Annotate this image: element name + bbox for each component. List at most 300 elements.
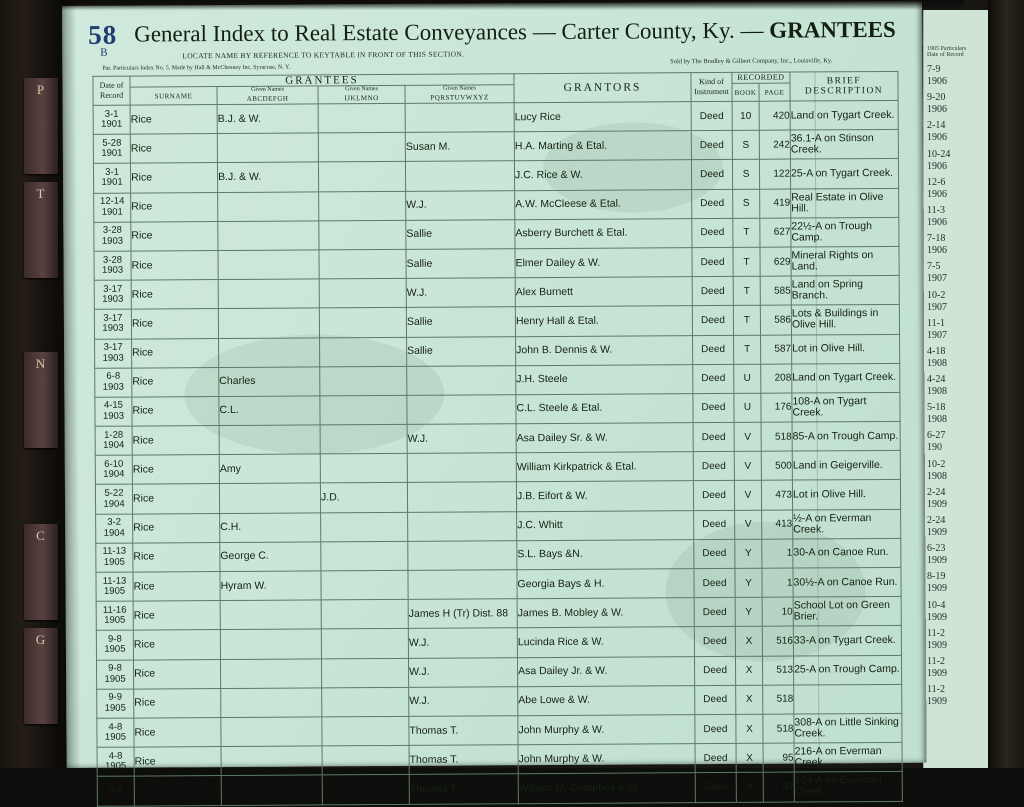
cell-given-names-2 (318, 103, 405, 133)
table-row (97, 772, 902, 806)
cell-page: 518 (763, 685, 794, 714)
cell-date: 3-1 1901 (93, 163, 130, 192)
cell-kind: Deed (693, 481, 734, 510)
cell-book: T (734, 335, 761, 364)
cell-book: T (733, 247, 760, 276)
cell-book: Y (735, 539, 762, 568)
cell-description: 30½-A on Canoe Run. (793, 567, 901, 597)
cell-given-names-2 (319, 191, 406, 221)
header-grantees-group: GRANTEES (130, 74, 514, 87)
cell-surname: Rice (131, 280, 218, 310)
cell-grantors: Georgia Bays & H. (517, 569, 694, 599)
cell-page: 629 (760, 247, 791, 276)
cell-kind: Deed (695, 744, 736, 773)
adjacent-page-date: 6-23 1909 (927, 543, 947, 567)
cell-grantors: S.L. Bays &N. (517, 539, 694, 569)
cell-kind: Deed (692, 277, 733, 306)
cell-given-names-1 (220, 629, 321, 659)
cell-book: V (734, 451, 761, 480)
cell-given-names-3: W.J. (406, 278, 515, 308)
cell-description: Land on Tygart Creek. (792, 363, 900, 393)
cell-description: 25-A on Tygart Creek. (790, 159, 898, 189)
cell-surname: Rice (133, 513, 220, 543)
cell-book: S (732, 130, 759, 159)
cell-description: ½-A on Everman Creek. (793, 509, 901, 539)
adjacent-page-date: 10-2 1907 (927, 289, 947, 313)
cell-page: 413 (762, 510, 793, 539)
cell-description: Real Estate in Olive Hill. (791, 188, 899, 218)
cell-grantors: J.B. Eifort & W. (516, 481, 693, 511)
cell-grantors: William M. Campbell & W. (518, 773, 695, 803)
cell-given-names-2 (321, 541, 408, 571)
cell-date: 9-9 1905 (97, 689, 134, 718)
cell-date: 3-28 1903 (94, 222, 131, 251)
cell-kind: Deed (693, 452, 734, 481)
cell-date: 3-17 1903 (94, 309, 131, 338)
cell-kind: Deed (692, 247, 733, 276)
cell-description: 216-A on Everman Creek. (794, 743, 902, 773)
cell-description: Land on Tygart Creek. (790, 100, 898, 130)
cell-given-names-1 (218, 250, 319, 280)
cell-surname: Rice (131, 192, 218, 222)
cell-surname: Rice (132, 338, 219, 368)
cell-grantors: Alex Burnett (515, 277, 692, 307)
cell-kind: Deed (694, 539, 735, 568)
ledger-sheet (62, 1, 927, 798)
cell-description: Land on Spring Branch. (791, 276, 899, 306)
cell-description: 36.1-A on Stinson Creek. (790, 130, 898, 160)
cell-page: 122 (759, 159, 790, 188)
cell-given-names-3: James H (Tr) Dist. 88 (408, 599, 517, 629)
cell-book: Y (735, 568, 762, 597)
header-kind: Kind of Instrument (691, 72, 732, 101)
cell-surname: Rice (130, 105, 217, 135)
cell-given-names-3: Thomas T. (409, 774, 518, 804)
adjacent-page-date: 2-14 1906 (927, 120, 947, 144)
cell-date: 11-16 1905 (96, 601, 133, 630)
adjacent-page-date: 11-2 1909 (927, 627, 947, 651)
adjacent-page-date: 10-4 1909 (927, 599, 947, 623)
cell-date: 5-28 1901 (93, 134, 130, 163)
binder-right-edge (988, 0, 1024, 768)
cell-date: 9-8 1905 (96, 630, 133, 659)
cell-given-names-3: W.J. (406, 190, 515, 220)
cell-given-names-3: Susan M. (405, 132, 514, 162)
adjacent-page-date: 7-5 1907 (927, 261, 947, 285)
cell-book: 10 (732, 101, 759, 130)
adjacent-page-date: 11-2 1909 (927, 684, 947, 708)
header-given-names-2 (318, 85, 405, 104)
cell-given-names-1: Hyram W. (220, 571, 321, 601)
cell-surname: Rice (132, 455, 219, 485)
cell-given-names-1 (217, 133, 318, 163)
adjacent-page-date: 10-2 1908 (927, 458, 947, 482)
cell-description: 30-A on Canoe Run. (793, 538, 901, 568)
cell-given-names-3 (407, 482, 516, 512)
cell-given-names-2 (319, 308, 406, 338)
adjacent-page (923, 10, 988, 768)
cell-grantors: Lucinda Rice & W. (517, 627, 694, 657)
cell-book: X (735, 627, 762, 656)
cell-given-names-1: C.H. (220, 513, 321, 543)
cell-page: 242 (759, 130, 790, 159)
index-tab-p (24, 78, 58, 174)
index-tab-letter: G (35, 632, 47, 647)
header-given-names-1 (217, 86, 318, 105)
cell-given-names-1 (220, 600, 321, 630)
header-given-names-1-caption: Given Names (251, 86, 284, 93)
adjacent-page-date: 11-1 1907 (927, 317, 947, 341)
header-given-names-3 (405, 85, 514, 104)
cell-date: 11-13 1905 (96, 572, 133, 601)
cell-surname: Rice (133, 601, 220, 631)
adjacent-page-date: 6-27 190 (927, 430, 946, 454)
cell-surname: Rice (133, 659, 220, 689)
cell-grantors: James B. Mobley & W. (517, 598, 694, 628)
cell-page: 420 (759, 101, 790, 130)
adjacent-page-header (924, 10, 988, 58)
cell-kind: Deed (692, 306, 733, 335)
cell-kind: Deed (693, 364, 734, 393)
cell-given-names-3 (407, 365, 516, 395)
cell-given-names-1: Amy (219, 454, 320, 484)
header-recorded: RECORDED (732, 72, 790, 83)
header-grantors: GRANTORS (514, 73, 691, 103)
cell-given-names-3 (408, 570, 517, 600)
cell-given-names-3 (407, 395, 516, 425)
cell-given-names-3: W.J. (409, 686, 518, 716)
cell-kind: Deed (691, 131, 732, 160)
page-title (134, 17, 910, 48)
cell-book: X (736, 685, 763, 714)
cell-surname: Rice (131, 250, 218, 280)
cell-kind: Deed (695, 685, 736, 714)
cell-grantors: J.H. Steele (516, 364, 693, 394)
cell-grantors: Abe Lowe & W. (518, 685, 695, 715)
cell-description: 108-A on Tygart Creek. (792, 392, 900, 422)
cell-grantors: H.A. Marting & Etal. (514, 131, 691, 161)
cell-kind: Deed (693, 335, 734, 364)
printer-imprint-right: Sold by The Bradley & Gilbert Company, Inc., Louisville, Ky. (670, 57, 833, 66)
cell-grantors: John Murphy & W. (518, 744, 695, 774)
cell-given-names-2 (322, 716, 409, 746)
cell-given-names-1 (219, 425, 320, 455)
cell-book: S (732, 160, 759, 189)
adjacent-page-date: 7-18 1906 (927, 233, 947, 257)
header-book: BOOK (732, 83, 759, 101)
index-tab-c (24, 524, 58, 620)
cell-grantors: Henry Hall & Etal. (515, 306, 692, 336)
cell-kind: Deed (693, 393, 734, 422)
cell-page: 176 (761, 393, 792, 422)
header-given-names-2-letters: IJKLMNO (344, 94, 379, 103)
cell-grantors: C.L. Steele & Etal. (516, 394, 693, 424)
cell-given-names-1 (219, 337, 320, 367)
cell-description (794, 684, 902, 714)
index-tab-g (24, 628, 58, 724)
cell-given-names-2 (321, 512, 408, 542)
cell-description: 25-A on Trough Camp. (793, 655, 901, 685)
cell-given-names-1 (218, 221, 319, 251)
cell-grantors: J.C. Rice & W. (514, 160, 691, 190)
cell-date: 6-8 1903 (95, 368, 132, 397)
adjacent-page-date: 11-2 1909 (927, 655, 947, 679)
cell-surname: Rice (133, 542, 220, 572)
adjacent-page-date: 4-24 1908 (927, 374, 947, 398)
cell-description: 22½-A on Trough Camp. (791, 217, 899, 247)
cell-date: 4-15 1903 (95, 397, 132, 426)
cell-grantors: Asa Dailey Sr. & W. (516, 423, 693, 453)
cell-date: 6-10 1904 (95, 455, 132, 484)
cell-book: V (735, 510, 762, 539)
cell-given-names-3 (408, 541, 517, 571)
cell-page: 208 (761, 364, 792, 393)
cell-date: 9-8 1905 (96, 660, 133, 689)
page-title-emphasis: GRANTEES (769, 16, 896, 43)
header-description: BRIEF DESCRIPTION (790, 71, 898, 101)
cell-description: 85-A on Trough Camp. (792, 421, 900, 451)
adjacent-page-date: 5-18 1908 (927, 402, 947, 426)
cell-given-names-3: Thomas T. (409, 716, 518, 746)
cell-given-names-1: Charles (219, 367, 320, 397)
cell-surname: Rice (132, 367, 219, 397)
cell-given-names-3 (405, 161, 514, 191)
cell-book: U (734, 393, 761, 422)
cell-given-names-2 (320, 366, 407, 396)
cell-page: 500 (761, 451, 792, 480)
cell-surname: Rice (130, 134, 217, 164)
adjacent-page-date: 11-3 1906 (927, 204, 947, 228)
cell-description: 33-A on Tygart Creek. (793, 626, 901, 656)
page-top-shadow (60, 0, 964, 10)
cell-date: 4-8 1905 (97, 747, 134, 776)
index-tab-letter: N (35, 356, 47, 371)
cell-given-names-2 (320, 337, 407, 367)
cell-given-names-2 (322, 746, 409, 776)
cell-kind: Deed (692, 189, 733, 218)
cell-date: 4-8 1905 (97, 718, 134, 747)
cell-given-names-2 (319, 249, 406, 279)
cell-given-names-2 (321, 570, 408, 600)
adjacent-page-date: 8-19 1909 (927, 571, 947, 595)
cell-given-names-1: B.J. & W. (217, 104, 318, 134)
cell-page: 516 (762, 626, 793, 655)
cell-date: 4-8 (97, 776, 134, 805)
cell-surname: Rice (132, 484, 219, 514)
header-page: PAGE (759, 83, 790, 101)
cell-book: U (734, 364, 761, 393)
cell-surname: Rice (134, 747, 221, 777)
cell-book: V (734, 422, 761, 451)
cell-page: 518 (761, 422, 792, 451)
cell-surname: Rice (132, 396, 219, 426)
cell-given-names-3: Sallie (406, 219, 515, 249)
cell-date: 3-17 1903 (94, 280, 131, 309)
adjacent-page-date: 2-24 1909 (927, 486, 947, 510)
cell-grantors: Asberry Burchett & Etal. (515, 218, 692, 248)
cell-date: 5-22 1904 (95, 485, 132, 514)
cell-book: T (733, 218, 760, 247)
cell-page: 627 (760, 218, 791, 247)
cell-surname: Rice (134, 688, 221, 718)
cell-date: 1-28 1904 (95, 426, 132, 455)
cell-kind: Deed (691, 101, 732, 130)
page-number-suffix: B (100, 46, 109, 59)
cell-given-names-1 (219, 483, 320, 513)
cell-page: 518 (763, 714, 794, 743)
cell-description: Lots & Buildings in Olive Hill. (791, 305, 899, 335)
cell-surname (134, 776, 221, 806)
page-title-separator: — Carter County, Ky. — (526, 17, 770, 45)
cell-kind: Deed (692, 218, 733, 247)
adjacent-page-date: 7-9 1906 (927, 64, 947, 87)
header-given-names-3-caption: Given Names (443, 85, 476, 92)
cell-surname: Rice (133, 630, 220, 660)
cell-book: X (735, 656, 762, 685)
cell-given-names-3: Sallie (407, 336, 516, 366)
cell-date: 3-17 1903 (95, 339, 132, 368)
cell-surname: Rice (132, 426, 219, 456)
table-body (93, 100, 902, 805)
cell-given-names-2 (320, 424, 407, 454)
adjacent-page-date: 9-20 1906 (927, 92, 947, 116)
cell-given-names-3: Sallie (406, 249, 515, 279)
cell-page: 587 (761, 335, 792, 364)
cell-page: 585 (760, 276, 791, 305)
adjacent-page-date: 2-24 1909 (927, 515, 947, 538)
adjacent-page-header-line2: Date of Record (927, 52, 964, 58)
cell-surname: Rice (134, 717, 221, 747)
cell-given-names-3 (407, 453, 516, 483)
cell-page: 419 (760, 189, 791, 218)
binder-left-edge (0, 0, 70, 768)
cell-grantors: Elmer Dailey & W. (515, 248, 692, 278)
adjacent-page-header-line1: 1905 Particulars (927, 46, 967, 52)
cell-kind: Deed (694, 568, 735, 597)
cell-kind: Deed (694, 656, 735, 685)
header-given-names-2-caption: Given Names (345, 86, 378, 93)
cell-given-names-2 (321, 629, 408, 659)
cell-given-names-2 (321, 600, 408, 630)
cell-grantors: Lucy Rice (514, 102, 691, 132)
cell-given-names-2: J.D. (320, 483, 407, 513)
index-tab-letter: C (36, 528, 46, 543)
cell-given-names-2 (322, 775, 409, 805)
page-title-main: General Index to Real Estate Conveyances (134, 19, 528, 47)
cell-given-names-1 (218, 308, 319, 338)
cell-date: 3-1 1901 (93, 105, 130, 134)
header-given-names-3-letters: PQRSTUVWXYZ (430, 93, 489, 102)
cell-given-names-3: W.J. (408, 628, 517, 658)
cell-given-names-3: Thomas T. (409, 745, 518, 775)
cell-given-names-3: Sallie (406, 307, 515, 337)
cell-book: T (733, 276, 760, 305)
cell-given-names-2 (322, 687, 409, 717)
cell-date: 11-13 1905 (96, 543, 133, 572)
cell-given-names-2 (321, 658, 408, 688)
adjacent-page-date: 12-6 1906 (927, 176, 947, 200)
cell-given-names-1 (221, 746, 322, 776)
cell-kind: Deed (691, 160, 732, 189)
adjacent-page-date: 10-24 1906 (927, 148, 951, 172)
cell-page: 513 (762, 656, 793, 685)
page-subtitle: LOCATE NAME BY REFERENCE TO KEYTABLE IN FRONT OF THIS SECTION. (182, 49, 465, 61)
cell-description: Land in Geigerville. (792, 451, 900, 481)
cell-book: Y (735, 597, 762, 626)
cell-kind: Deed (694, 510, 735, 539)
index-tab-n (24, 352, 58, 448)
cell-grantors: Asa Dailey Jr. & W. (517, 656, 694, 686)
cell-date: 12-14 1901 (94, 193, 131, 222)
cell-kind: Deed (694, 598, 735, 627)
cell-book: S (733, 189, 760, 218)
cell-given-names-2 (319, 279, 406, 309)
cell-book: X (736, 773, 763, 802)
cell-given-names-1 (221, 688, 322, 718)
cell-description: Lot in Olive Hill. (792, 480, 900, 510)
cell-surname: Rice (131, 309, 218, 339)
cell-book: V (734, 481, 761, 510)
cell-given-names-3: W.J. (407, 424, 516, 454)
cell-grantors: John B. Dennis & W. (516, 335, 693, 365)
cell-surname: Rice (130, 163, 217, 193)
cell-grantors: J.C. Whitt (517, 510, 694, 540)
cell-page: 586 (760, 305, 791, 334)
cell-book: X (736, 714, 763, 743)
header-given-names-1-letters: ABCDEFGH (246, 94, 289, 103)
adjacent-page-date-list (924, 64, 988, 712)
header-surname: SURNAME (130, 87, 217, 106)
cell-description: 308-A on Little Sinking Creek. (794, 713, 902, 743)
cell-page: 1 (762, 568, 793, 597)
header-date: Date of Record (93, 76, 130, 105)
cell-given-names-1 (221, 775, 322, 805)
cell-surname: Rice (131, 221, 218, 251)
cell-date: 3-28 1903 (94, 251, 131, 280)
cell-description: Mineral Rights on Land. (791, 246, 899, 276)
page-number: 58 B (88, 19, 118, 59)
cell-page: 95 (763, 743, 794, 772)
cell-given-names-1: George C. (220, 542, 321, 572)
printer-imprint-left: Pat. Particulars Index No. 5. Made by Hall & McChesney Inc, Syracuse, N. Y. (102, 64, 291, 72)
cell-description: 104-A on Everman Creek. (794, 772, 902, 802)
cell-kind: Deed (694, 627, 735, 656)
index-tab-letter: T (36, 186, 46, 201)
index-table (92, 71, 902, 806)
cell-date: 3-2 1904 (96, 514, 133, 543)
cell-page: 473 (761, 480, 792, 509)
cell-given-names-1 (220, 658, 321, 688)
cell-grantors: John Murphy & W. (518, 715, 695, 745)
cell-kind: Deed (693, 422, 734, 451)
cell-given-names-1: B.J. & W. (217, 162, 318, 192)
cell-given-names-1 (218, 191, 319, 221)
cell-page: 1 (762, 539, 793, 568)
cell-surname: Rice (133, 572, 220, 602)
cell-description: Lot in Olive Hill. (792, 334, 900, 364)
cell-grantors: William Kirkpatrick & Etal. (516, 452, 693, 482)
cell-given-names-3: W.J. (408, 657, 517, 687)
cell-given-names-2 (319, 220, 406, 250)
cell-given-names-1 (221, 717, 322, 747)
cell-page: 97 (763, 772, 794, 801)
cell-given-names-2 (320, 454, 407, 484)
cell-description: School Lot on Green Brier. (793, 597, 901, 627)
cell-kind: Deed (695, 773, 736, 802)
cell-page: 10 (762, 597, 793, 626)
index-tab-letter: P (36, 82, 46, 97)
cell-given-names-1: C.L. (219, 396, 320, 426)
